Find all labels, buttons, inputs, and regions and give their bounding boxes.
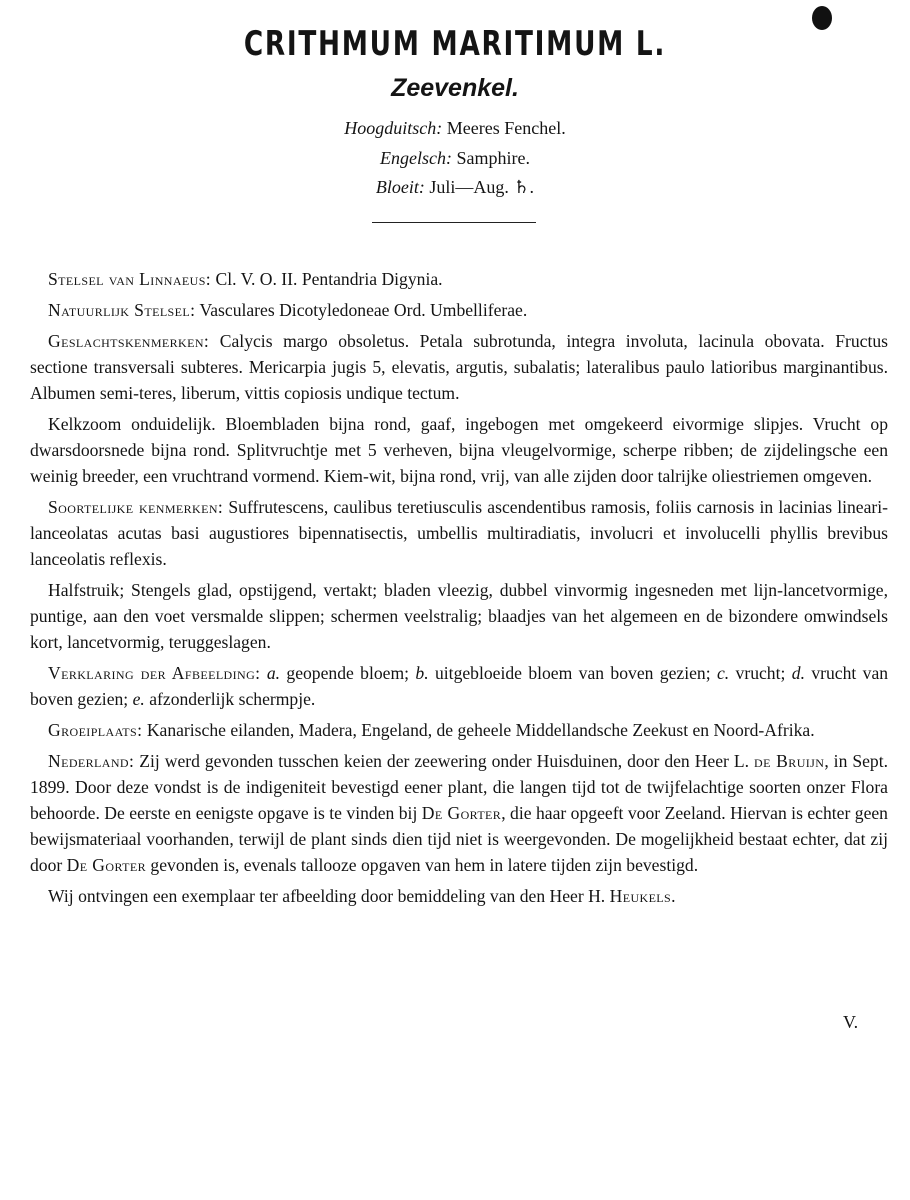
document-body — [30, 266, 888, 914]
natural-system-text: Vasculares Dicotyledoneae Ord. Umbelliferae. — [199, 300, 528, 320]
author-signature: V. — [843, 1012, 859, 1032]
bloom-symbol: ♄. — [513, 177, 535, 197]
habitat-paragraph — [30, 717, 888, 743]
netherlands-text-2: , in Sept. 1899. Door deze vondst is de indigeniteit bevestigd eener plant, die langen tijd tot de twijfelachtige soorten onzer Flora behoorde. De eerste en eenigste opgave is te vinden bij — [30, 751, 889, 823]
author-name-1: De Gorter — [421, 803, 502, 823]
figure-key-a: a. — [266, 663, 281, 683]
bloom-period: Juli—Aug. — [429, 177, 509, 197]
genus-paragraph — [30, 328, 888, 406]
species-dutch-paragraph — [30, 577, 888, 655]
german-name-line — [0, 118, 910, 139]
genus-dutch-text: Kelkzoom onduidelijk. Bloembladen bijna rond, gaaf, ingebogen met omgekeerd eivormige slipjes. Vrucht op dwarsdoorsnede bijna rond. Splitvruchtje met 5 verheven, bijna vleugelvormige, scherpe ribben; de zijdelingsche een weinig breeder, een vruchtrand vormend. Kiem-wit, bijna rond, vrij, van alle zijden door talrijke oliestriemen omgeven. — [30, 414, 888, 486]
common-name: Zeevenkel. — [391, 74, 519, 102]
acknowledgement-paragraph — [30, 883, 888, 909]
natural-system-paragraph — [30, 297, 888, 323]
natural-system-label: Natuurlijk Stelsel: — [48, 300, 196, 320]
linnaeus-text: Cl. V. O. II. Pentandria Digynia. — [215, 269, 443, 289]
figure-text-c: vrucht; — [735, 663, 786, 683]
german-label: Hoogduitsch: — [344, 118, 443, 138]
divider-rule — [372, 222, 536, 223]
collector-name: de Bruijn — [754, 751, 825, 771]
figure-key-d: d. — [791, 663, 805, 683]
netherlands-text-3: , die haar opgeeft voor Zeeland. Hiervan is echter geen bewijsmateriaal voorhanden, terwijl de plant sinds dien tijd niet is weergevonden. De mogelijkheid bestaat echter, dat zij door — [30, 803, 888, 875]
species-label: Soortelijke kenmerken: — [48, 497, 224, 517]
page-title: CRITHMUM MARITIMUM L. — [243, 24, 667, 64]
netherlands-paragraph — [30, 748, 888, 878]
species-dutch-text: Halfstruik; Stengels glad, opstijgend, vertakt; bladen vleezig, dubbel vinvormig ingesneden met lijn-lancetvormige, puntige, aan den voet versmalde slippen; schermen veelstralig; blaadjes van het algemeen en de bizondere omwindsels kort, lancetvormig, teruggeslagen. — [30, 580, 888, 652]
figure-text-a: geopende bloem; — [286, 663, 410, 683]
acknowledgement-text: Wij ontvingen een exemplaar ter afbeelding door bemiddeling van den Heer H. — [48, 886, 606, 906]
figure-key-e: e. — [132, 689, 145, 709]
species-paragraph — [30, 494, 888, 572]
acknowledged-name: Heukels. — [609, 886, 676, 906]
figure-text-e: afzonderlijk schermpje. — [149, 689, 316, 709]
figure-explanation-label: Verklaring der Afbeelding: — [48, 663, 261, 683]
linnaeus-label: Stelsel van Linnaeus: — [48, 269, 212, 289]
netherlands-text-1: Zij werd gevonden tusschen keien der zeewering onder Huisduinen, door den Heer L. — [139, 751, 750, 771]
genus-text: Calycis margo obsoletus. Petala subrotunda, integra involuta, lacinula obovata. Fructus sectione transversali subteres. Mericarpia jugis 5, elevatis, argutis, subalatis; lateralibus paulo latioribus marginantibus. Albumen semi-teres, liberum, vittis copiosis undique tectum. — [30, 331, 889, 403]
english-name-line — [0, 148, 910, 169]
species-text: Suffrutescens, caulibus teretiusculis ascendentibus ramosis, foliis carnosis in lacinias lineari-lanceolatas acutas basi augustiores bipennatisectis, umbellis multiradiatis, involucri et involucelli phyllis brevibus lanceolatis reflexis. — [30, 497, 889, 569]
genus-dutch-paragraph — [30, 411, 888, 489]
figure-text-b: uitgebloeide bloem van boven gezien; — [435, 663, 711, 683]
figure-explanation-paragraph — [30, 660, 888, 712]
habitat-text: Kanarische eilanden, Madera, Engeland, de geheele Middellandsche Zeekust en Noord-Afrika. — [146, 720, 815, 740]
english-label: Engelsch: — [380, 148, 452, 168]
netherlands-label: Nederland: — [48, 751, 135, 771]
author-name-2: De Gorter — [66, 855, 147, 875]
netherlands-text-4: gevonden is, evenals tallooze opgaven van hem in latere tijden zijn bevestigd. — [150, 855, 699, 875]
figure-text-d: vrucht van boven gezien; — [30, 663, 889, 709]
german-name: Meeres Fenchel. — [446, 118, 566, 138]
bloom-label: Bloeit: — [375, 177, 425, 197]
genus-label: Geslachtskenmerken: — [48, 331, 210, 351]
linnaeus-paragraph — [30, 266, 888, 292]
figure-key-c: c. — [716, 663, 730, 683]
figure-key-b: b. — [415, 663, 429, 683]
bloom-line — [0, 177, 910, 198]
english-name: Samphire. — [456, 148, 530, 168]
habitat-label: Groeiplaats: — [48, 720, 143, 740]
